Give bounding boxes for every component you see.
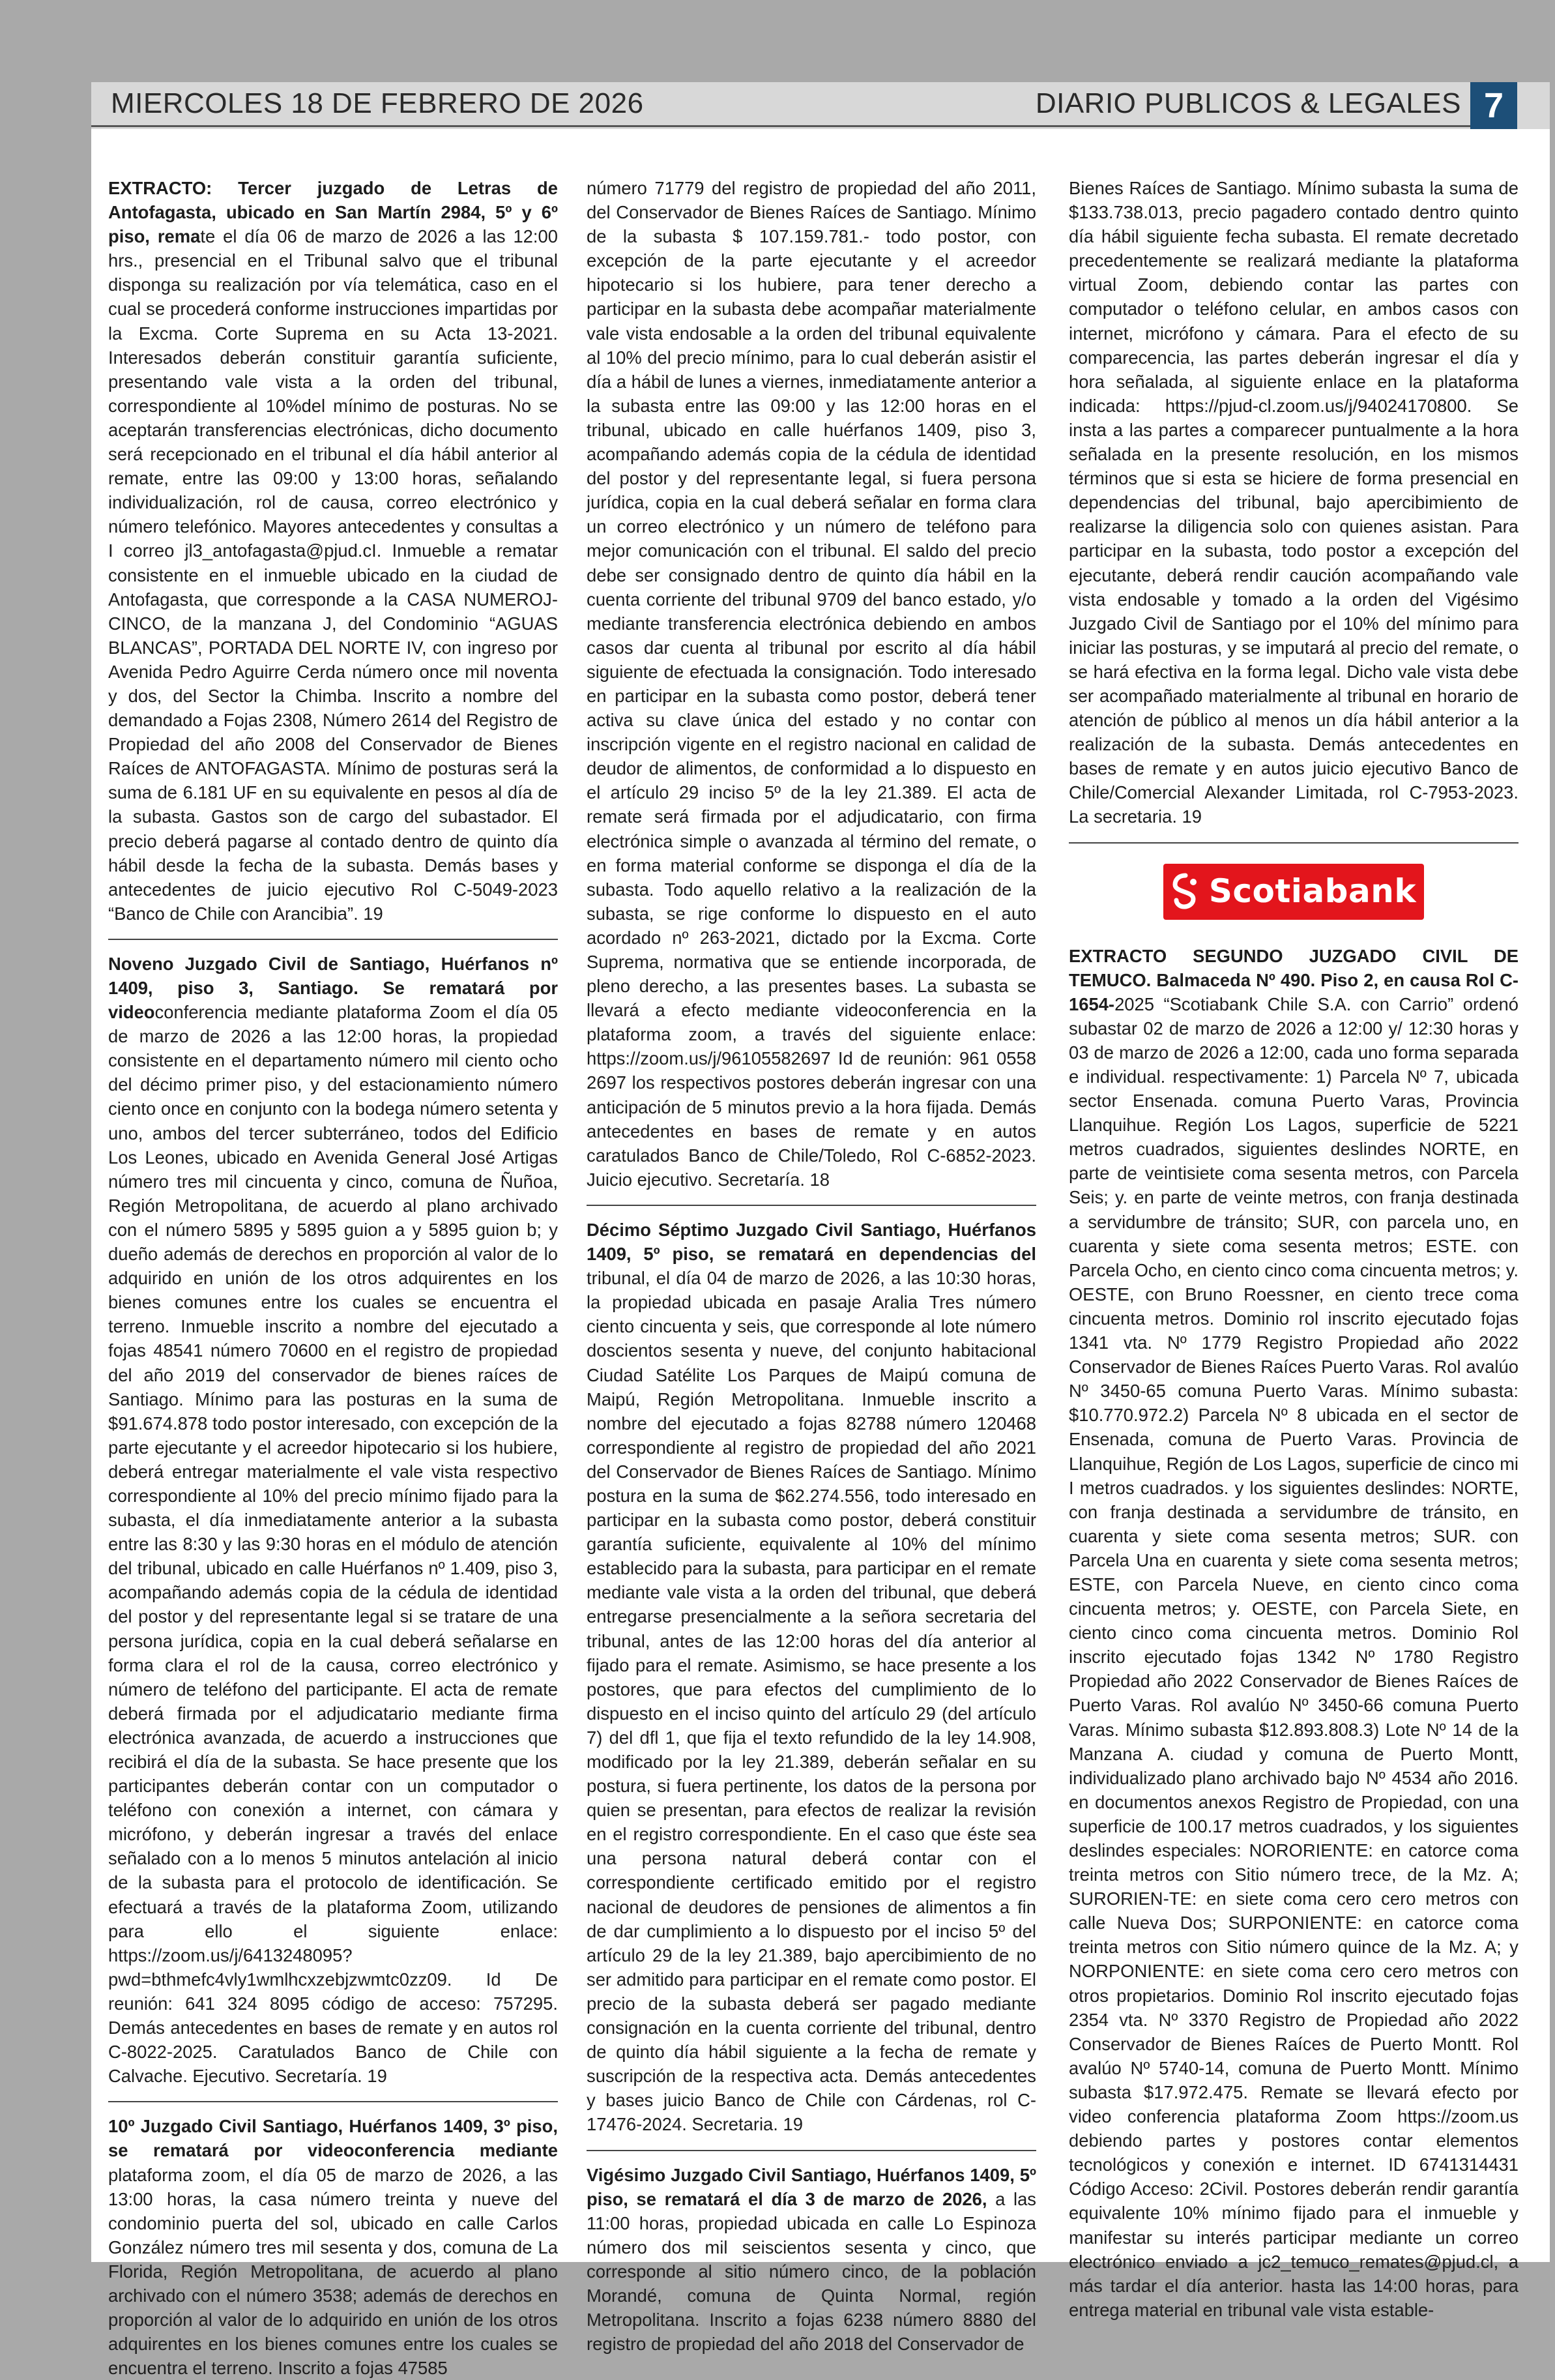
column-3	[1069, 176, 1519, 2320]
notice-antofagasta: EXTRACTO: Tercer juzgado de Letras de Antofagasta, ubicado en San Martín 2984, 5º y 6º piso, remate el día 06 de marzo de 2026 a las 12:00 hrs., presencial en el Tribunal salvo que el tribunal disponga su realización por vía telemática, caso en el cual se procederá conforme instrucciones impartidas por la Excma. Corte Suprema en su Acta 13-2021. Interesados deberán constituir garantía suficiente, presentando vale vista a la orden del tribunal, correspondiente al 10%del mínimo de posturas. No se aceptarán transferencias electrónicas, dicho documento será recepcionado en el tribunal el día hábil anterior al remate, entre las 09:00 y 13:00 horas, señalando individualización, rol de causa, correo electrónico y número telefónico. Mayores antecedentes y consultas a I correo jl3_antofagasta@pjud.cI. Inmueble a rematar consistente en el inmueble ubicado en la ciudad de Antofagasta, que corresponde a la CASA NUMEROJ-CINCO, de la manzana J, del Condominio “AGUAS BLANCAS”, PORTADA DEL NORTE IV, con ingreso por Avenida Pedro Aguirre Cerda número once mil noventa y dos, del Sector la Chimba. Inscrito a nombre del demandado a Fojas 2308, Número 2614 del Registro de Propiedad del año 2008 del Conservador de Bienes Raíces de ANTOFAGASTA. Mínimo de posturas será la suma de 6.181 UF en su equivalente en pesos al día de la subasta. Gastos son de cargo del subastador. El precio deberá pagarse al contado dentro de quinto día hábil desde la fecha de la subasta. Demás bases y antecedentes de juicio ejecutivo Rol C-5049-2023 “Banco de Chile con Arancibia”. 19	[108, 178, 558, 924]
scotiabank-s-icon	[1171, 873, 1200, 911]
notice-divider	[587, 1205, 1036, 1206]
newspaper-name: DIARIO PUBLICOS & LEGALES	[1035, 87, 1461, 119]
issue-date: MIERCOLES 18 DE FEBRERO DE 2026	[111, 87, 644, 119]
notice-divider	[1069, 842, 1519, 844]
column-2	[587, 176, 1037, 2355]
page-header	[91, 82, 1470, 127]
notice-continuation: número 71779 del registro de propiedad del año 2011, del Conservador de Bienes Raíces de Santiago. Mínimo de la subasta $ 107.159.781.- todo postor, con excepción de la parte ejecutante y el acreedor hipotecario si los hubiere, para tener derecho a participar en la subasta debe acompañar materialmente vale vista endosable a la orden del tribunal equivalente al 10% del precio mínimo, para lo cual deberán asistir el día a hábil de lunes a viernes, inmediatamente anterior a la subasta entre las 09:00 y las 12:00 horas en el tribunal, ubicado en calle huérfanos 1409, piso 3, acompañando además copia de la cédula de identidad del postor y del representante legal, si fuera persona jurídica, copia en la cual deberá señalar en forma clara un correo electrónico y un número de teléfono para mejor comunicación con el tribunal. El saldo del precio debe ser consignado dentro de quinto día hábil en la cuenta corriente del tribunal 9709 del banco estado, y/o mediante transferencia electrónica debiendo en ambos casos dar cuenta al tribunal por escrito al día hábil siguiente de efectuada la consignación. Todo interesado en participar en la subasta como postor, deberá tener activa su clave única del estado y no contar con inscripción vigente en el registro nacional en calidad de deudor de alimentos, de conformidad a lo dispuesto en el artículo 29 inciso 5º de la ley 21.389. El acta de remate será firmada por el adjudicatario, con firma electrónica simple o avanzada al término del remate, o en forma material conforme se disponga el día de la subasta. Todo aquello relativo a la realización de la subasta, se rige conforme lo dispuesto en el auto acordado nº 263-2021, dictado por la Excma. Corte Suprema, normativa que se entiende incorporada, de pleno derecho, a las presentes bases. La subasta se llevará a efecto mediante videoconferencia en la plataforma zoom, a través del siguiente enlace: https://zoom.us/j/96105582697 Id de reunión: 961 0558 2697 los respectivos postores deberán ingresar con una anticipación de 5 minutos previo a la hora fijada. Demás antecedentes en bases de remate y en autos caratulados Banco de Chile/Toledo, Rol C-6852-2023. Juicio ejecutivo. Secretaría. 18	[587, 178, 1036, 1190]
column-1	[108, 176, 558, 2379]
notice-vigesimo-juzgado: Vigésimo Juzgado Civil Santiago, Huérfanos 1409, 5º piso, se rematará el día 3 de marzo de 2026, a las 11:00 horas, propiedad ubicada en calle Lo Espinoza número dos mil seiscientos sesenta y cinco, que corresponde al sitio número cinco, de la población Morandé, comuna de Quinta Normal, región Metropolitana. Inscrito a fojas 6238 número 8880 del registro de propiedad del año 2018 del Conservador de	[587, 2164, 1037, 2355]
notice-decimo-septimo-juzgado: Décimo Séptimo Juzgado Civil Santiago, Huérfanos 1409, 5º piso, se rematará en dependencias del tribunal, el día 04 de marzo de 2026, a las 10:30 horas, la propiedad ubicada en pasaje Aralia Tres número ciento cincuenta y seis, que corresponde al lote número doscientos sesenta y nueve, del conjunto habitacional Ciudad Satélite Los Parques de Maipú comuna de Maipú, Región Metropolitana. Inmueble inscrito a nombre del ejecutado a fojas 82788 número 120468 correspondiente al registro de propiedad del año 2021 del Conservador de Bienes Raíces de Santiago. Mínimo postura en la suma de $62.274.556, todo interesado en participar en la subasta como postor, deberá constituir garantía suficiente, equivalente al 10% del mínimo establecido para la subasta, para participar en el remate mediante vale vista a la orden del tribunal, que deberá entregarse presencialmente a la señora secretaria del tribunal, antes de las 12:00 horas del día anterior al fijado para el remate. Asimismo, se hace presente a los postores, que para efectos del cumplimiento de lo dispuesto en el inciso quinto del artículo 29 (del artículo 7) del dfl 1, que fija el texto refundido de la ley 14.908, modificado por la ley 21.389, deberán señalar en su postura, si fuera pertinente, los datos de la persona por quien se presentan, para efectos de realizar la revisión en el registro correspondiente. En el caso que éste sea una persona natural deberá contar con el correspondiente certificado emitido por el registro nacional de deudores de pensiones de alimentos a fin de dar cumplimiento a lo dispuesto por el inciso 5º del artículo 29 de la ley 21.389, bajo apercibimiento de no ser admitido para participar en el remate como postor. El precio de la subasta deberá ser pagado mediante consignación en la cuenta corriente del tribunal, dentro de quinto día hábil siguiente a la fecha de remate y suscripción de la respectiva acta. Demás antecedentes y bases juicio Banco de Chile con Cárdenas, rol C-17476-2024. Secretaria. 19	[587, 1219, 1036, 2135]
notice-continuation: Bienes Raíces de Santiago. Mínimo subasta la suma de $133.738.013, precio pagadero contado dentro quinto día hábil siguiente fecha subasta. El remate decretado precedentemente se realizará mediante la plataforma virtual Zoom, debiendo contar las partes con computador o teléfono celular, en ambos casos con internet, micrófono y cámara. Para el efecto de su comparecencia, las partes deberán ingresar el día y hora señalada, al siguiente enlace en la plataforma indicada: https://pjud-cl.zoom.us/j/94024170800. Se insta a las partes a comparecer puntualmente a la hora señalada en la presente resolución, en los mismos términos que si esta se hiciere de forma presencial en dependencias del tribunal, bajo apercibimiento de realizarse la diligencia solo con quienes asistan. Para participar en la subasta, todo postor a excepción del ejecutante, deberá rendir caución acompañando vale vista endosable y tomado a la orden del Vigésimo Juzgado Civil de Santiago por el 10% del mínimo para iniciar las posturas, y se imputará al precio del remate, o se hará efectiva en la forma legal. Dicho vale vista debe ser acompañado materialmente al tribunal en horario de atención de público al menos un día hábil anterior a la realización de la subasta. Demás antecedentes en bases de remate y en autos juicio ejecutivo Banco de Chile/Comercial Alexander Limitada, rol C-7953-2023. La secretaria. 19	[1069, 178, 1519, 827]
notice-divider	[587, 2150, 1036, 2151]
notice-temuco-juzgado: EXTRACTO SEGUNDO JUZGADO CIVIL DE TEMUCO. Balmaceda Nº 490. Piso 2, en causa Rol C-1654-2025 “Scotiabank Chile S.A. con Carrio” ordenó subastar 02 de marzo de 2026 a 12:00 y/ 12:30 horas y 03 de marzo de 2026 a 12:00, cada uno forma separada e individual. respectivamente: 1) Parcela Nº 7, ubicada sector Ensenada. comuna Puerto Varas, Provincia Llanquihue. Región Los Lagos, superficie de 5221 metros cuadrados, siguientes deslindes NORTE, en parte de veintisiete coma sesenta metros, con Parcela Seis; y. en parte de veinte metros, con franja destinada a servidumbre de tránsito; SUR, con parcela uno, en cuarenta y siete coma sesenta metros; ESTE. con Parcela Ocho, en ciento cinco coma cincuenta metros; y. OESTE, con Bruno Roessner, en ciento trece coma cincuenta metros. Dominio rol inscrito ejecutado fojas 1341 vta. Nº 1779 Registro Propiedad año 2022 Conservador de Bienes Raíces Puerto Varas. Rol avalúo Nº 3450-65 comuna Puerto Varas. Mínimo subasta: $10.770.972.2) Parcela Nº 8 ubicada en el sector de Ensenada, comuna de Puerto Varas. Provincia de Llanquihue, Región de Los Lagos, superficie de cinco mi I metros cuadrados. y los siguientes deslindes: NORTE, con franja destinada a servidumbre de tránsito, en cuarenta y siete coma sesenta metros; SUR. con Parcela Una en cuarenta y siete coma sesenta metros; ESTE, con Parcela Nueve, en ciento cinco coma cincuenta metros; y. OESTE, con Parcela Siete, en ciento cinco coma cincuenta metros. Dominio Rol inscrito ejecutado fojas 1342 Nº 1780 Registro Propiedad año 2022 Conservador de Bienes Raíces de Puerto Varas. Rol avalúo Nº 3450-66 comuna Puerto Varas. Mínimo subasta $12.893.808.3) Lote Nº 14 de la Manzana A. ciudad y comuna de Puerto Montt, individualizado plano archivado bajo Nº 4534 año 2016. en documentos anexos Registro de Propiedad, con una superficie de 100.17 metros cuadrados, y los siguientes deslindes especiales: NORORIENTE: en catorce coma treinta metros con Sitio número trece, de la Mz. A; SURORIEN-TE: en siete coma cero cero metros con calle Nueva Dos; SURPONIENTE: en catorce coma treinta metros con Sitio número quince de la Mz. A; y NORPONIENTE: en siete coma cero cero metros con otros propietarios. Dominio Rol inscrito ejecutado fojas 2354 vta. Nº 3370 Registro de Propiedad año 2022 Conservador de Bienes Raíces de Puerto Montt. Rol avalúo Nº 5740-14, comuna de Puerto Montt. Mínimo subasta $17.972.475. Remate se llevará efecto por video conferencia plataforma Zoom https://zoom.us debiendo partes y postores contar elementos tecnológicos y conexión e internet. ID 6741314431 Código Acceso: 2Civil. Postores deberán rendir garantía equivalente 10% mínimo fijado para el inmueble y manifestar su interés participar mediante un correo electrónico enviado a jc2_temuco_remates@pjud.cl, a más tardar el día anterior. hasta las 14:00 horas, para entrega material en tribunal vale vista estable-	[1069, 945, 1519, 2320]
page-number: 7	[1470, 82, 1517, 129]
notice-noveno-juzgado: Noveno Juzgado Civil de Santiago, Huérfanos nº 1409, piso 3, Santiago. Se rematará por videoconferencia mediante plataforma Zoom el día 05 de marzo de 2026 a las 12:00 horas, la propiedad consistente en el departamento número mil ciento ocho del décimo primer piso, y del estacionamiento número ciento once en conjunto con la bodega número setenta y uno, ambos del tercer subterráneo, todos del Edificio Los Leones, ubicado en Avenida General José Artigas número tres mil cincuenta y cinco, comuna de Ñuñoa, Región Metropolitana, de acuerdo al plano archivado con el número 5895 y 5895 guion a y 5895 guion b; y dueño además de derechos en proporción al valor de lo adquirido en unión de los otros adquirentes en los bienes comunes entre los cuales se encuentra el terreno. Inmueble inscrito a nombre del ejecutado a fojas 48541 número 70600 en el registro de propiedad del año 2019 del conservador de bienes raíces de Santiago. Mínimo para las posturas en la suma de $91.674.878 todo postor interesado, con excepción de la parte ejecutante y el acreedor hipotecario si los hubiere, deberá entregar materialmente el vale vista respectivo correspondiente al 10% del precio mínimo fijado para la subasta, el día inmediatamente anterior a la subasta entre las 8:30 y las 9:30 horas en el módulo de atención del tribunal, ubicado en calle Huérfanos nº 1.409, piso 3, acompañando además copia de la cédula de identidad del postor y del representante legal si se tratare de una persona jurídica, copia en la cual deberá señalarse en forma clara el rol de la causa, correo electrónico y número de teléfono del participante. El acta de remate deberá firmada por el adjudicatario mediante firma electrónica avanzada, de acuerdo a instrucciones que recibirá el día de la subasta. Se hace presente que los participantes deberán contar con un computador o teléfono con conexión a internet, con cámara y micrófono, y deberán ingresar a través del enlace señalado con a lo menos 5 minutos antelación al inicio de la subasta para el protocolo de identificación. Se efectuará a través de la plataforma Zoom, utilizando para ello el siguiente enlace: https://zoom.us/j/6413248095?pwd=bthmefc4vly1wmlhcxzebjzwmtc0zz09. Id De reunión: 641 324 8095 código de acceso: 757295. Demás antecedentes en bases de remate y en autos rol C-8022-2025. Caratulados Banco de Chile con Calvache. Ejecutivo. Secretaría. 19	[108, 953, 558, 2087]
notice-decimo-juzgado: 10º Juzgado Civil Santiago, Huérfanos 1409, 3º piso, se rematará por videoconferencia mediante plataforma zoom, el día 05 de marzo de 2026, a las 13:00 horas, la casa número treinta y nueve del condominio puerta del sol, ubicado en calle Carlos González número tres mil sesenta y dos, comuna de La Florida, Región Metropolitana, de acuerdo al plano archivado con el número 3538; además de derechos en proporción al valor de lo adquirido en unión de los otros adquirentes en los bienes comunes entre los cuales se encuentra el terreno. Inscrito a fojas 47585	[108, 2116, 558, 2379]
scotiabank-logo	[1069, 859, 1519, 924]
scotiabank-logo-box	[1163, 864, 1424, 920]
notice-divider	[108, 2101, 558, 2102]
notice-divider	[108, 939, 558, 940]
scotiabank-wordmark: Scotiabank	[1208, 872, 1417, 910]
